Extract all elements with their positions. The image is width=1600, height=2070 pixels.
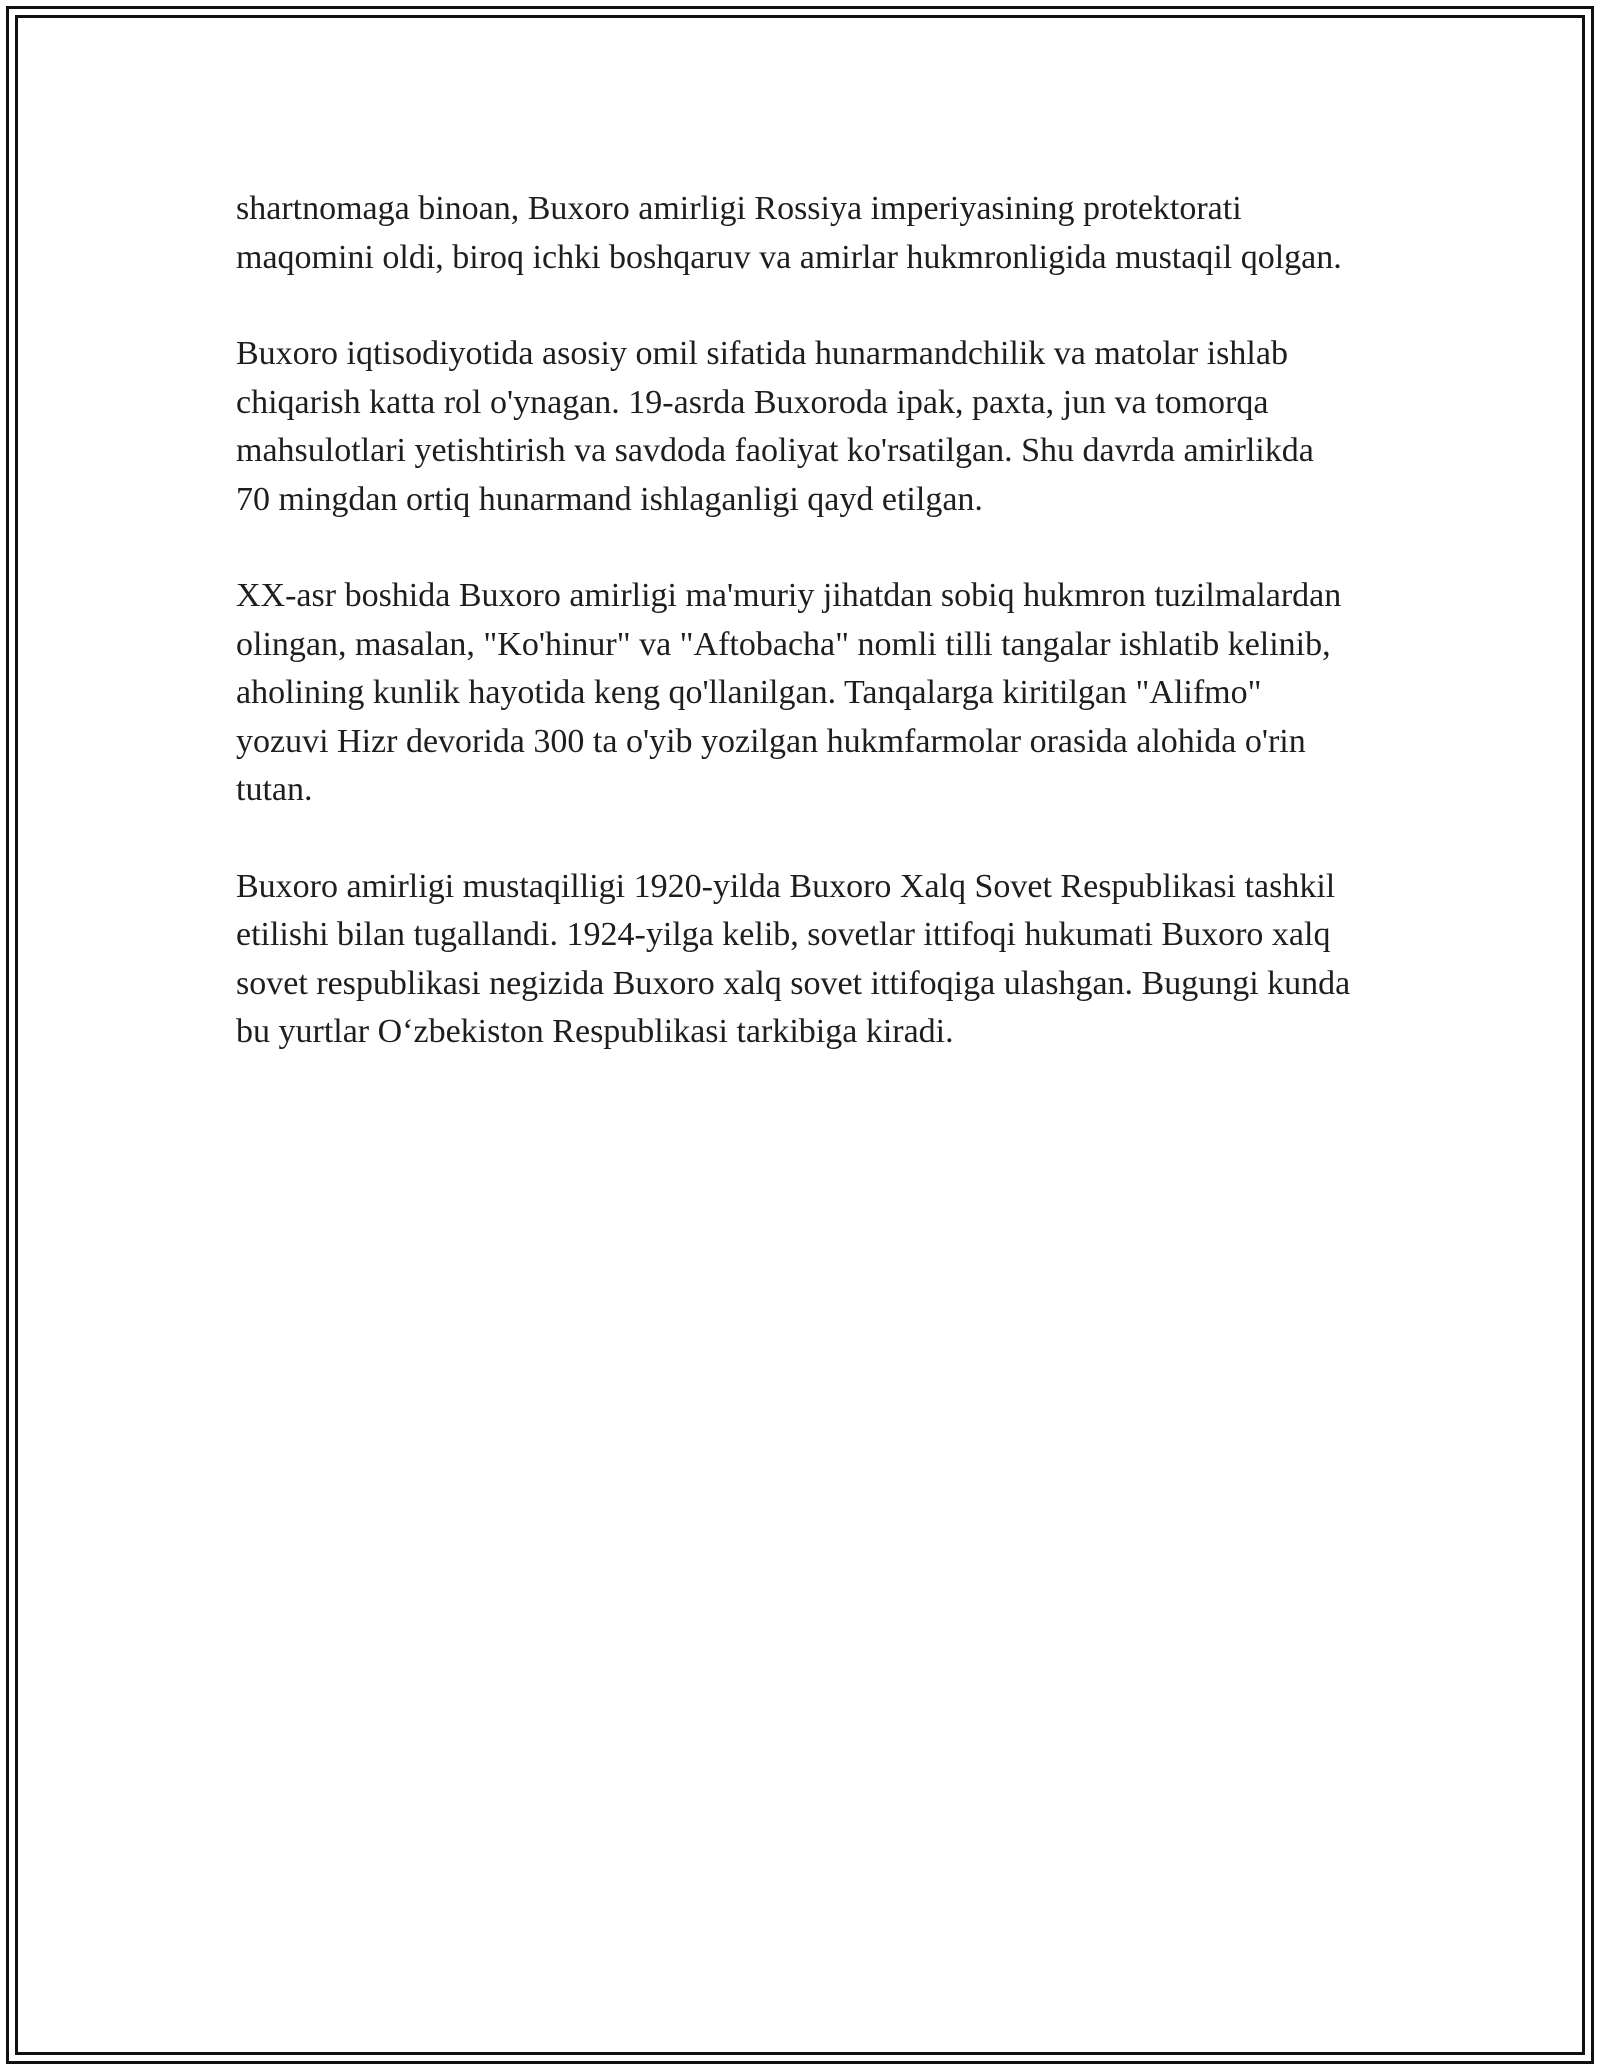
paragraph-2: Buxoro iqtisodiyotida asosiy omil sifatida hunarmandchilik va matolar ishlab chiqarish katta rol o'ynagan. 19-asrda Buxoroda ipak, paxta, jun va tomorqa mahsulotlari yetishtirish va savdoda faoliyat ko'rsatilgan. Shu davrda amirlikda 70 mingdan ortiq hunarmand ishlaganligi qayd etilgan. bbox=[236, 335, 1314, 518]
paragraph-1: shartnomaga binoan, Buxoro amirligi Rossiya imperiyasining protektorati maqomini oldi, biroq ichki boshqaruv va amirlar hukmronligida mustaqil qolgan. bbox=[236, 190, 1342, 276]
paragraph-3: XX-asr boshida Buxoro amirligi ma'muriy jihatdan sobiq hukmron tuzilmalardan olingan, masalan, "Ko'hinur" va "Aftobacha" nomli tilli tangalar ishlatib kelinib, aholining kunlik hayotida keng qo'llanilgan. Tanqalarga kiritilgan "Alifmo" yozuvi Hizr devorida 300 ta o'yib yozilgan hukmfarmolar orasida alohida o'rin tutan. bbox=[236, 577, 1342, 808]
paragraph-4: Buxoro amirligi mustaqilligi 1920-yilda Buxoro Xalq Sovet Respublikasi tashkil etilishi bilan tugallandi. 1924-yilga kelib, sovetlar ittifoqi hukumati Buxoro xalq sovet respublikasi negizida Buxoro xalq sovet ittifoqiga ulashgan. Bugungi kunda bu yurtlar O‘zbekiston Respublikasi tarkibiga kiradi. bbox=[236, 867, 1351, 1050]
document-body bbox=[236, 185, 1356, 1105]
